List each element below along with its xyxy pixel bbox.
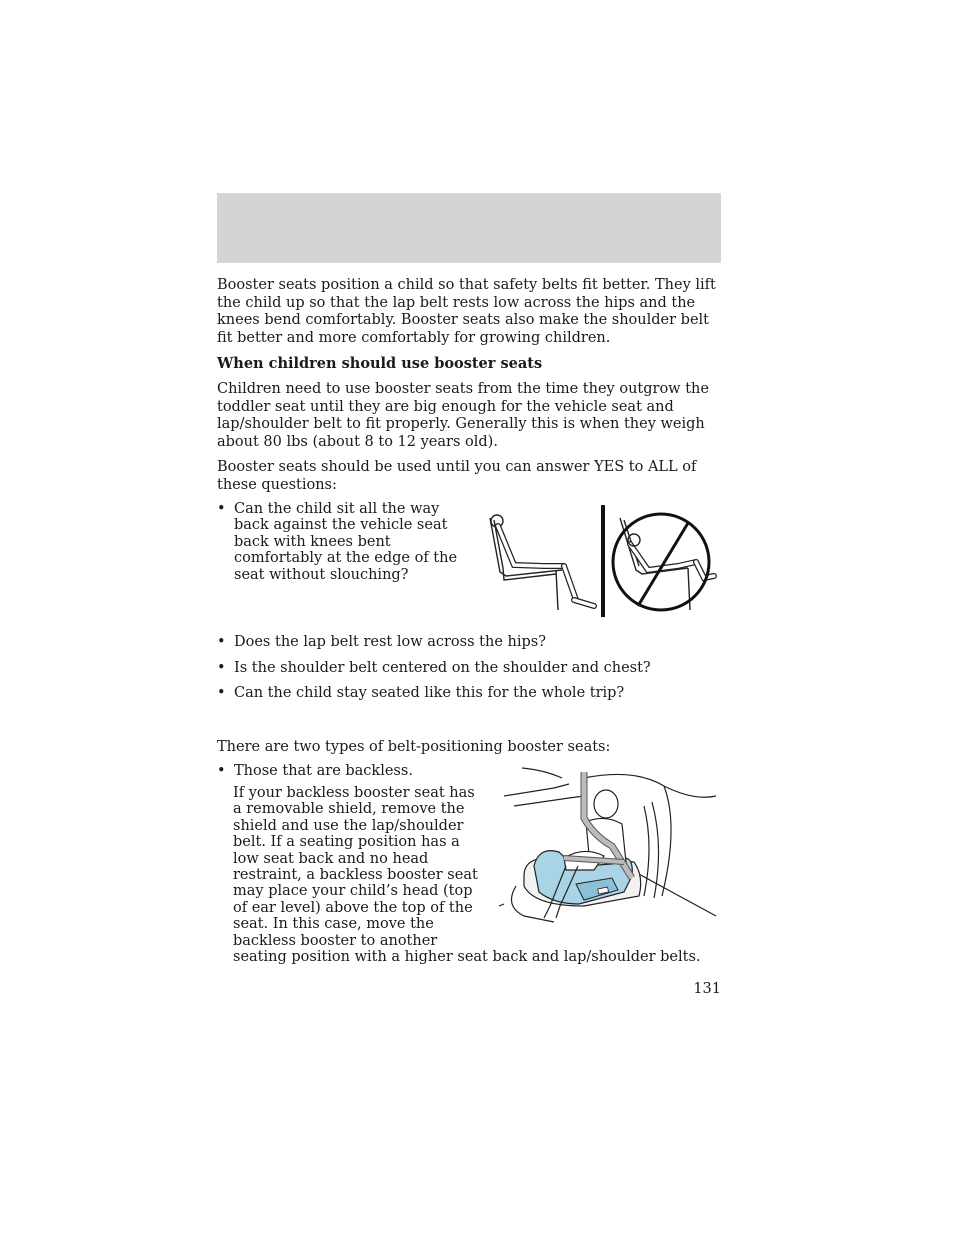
intro-paragraph: Booster seats position a child so that safety belts fit better. They lift the child up so that the lap belt rests low across the hips and the knees bend comfortably. Booster seats also make the shoulder belt fit better and more comfortably for growing children. [217, 277, 716, 346]
page-number: 131 [693, 981, 721, 997]
question-bullet-2 [217, 634, 721, 650]
question-bullet-1 [217, 501, 467, 583]
backless-explanation-tail: seating position with a higher seat back and lap/shoulder belts. [233, 949, 701, 965]
backless-explanation: If your backless booster seat has a removable shield, remove the shield and use the lap/shoulder belt. If a seating position has a low seat back and no head restraint, a backless booster seat may place your child’s head (top of ear level) above the top of the seat. In this case, move the backless booster to another [233, 785, 478, 949]
backless-booster-illustration [494, 766, 718, 924]
question-text: Can the child sit all the way back against the vehicle seat back with knees bent comfortably at the edge of the seat without slouching? [234, 501, 458, 583]
correct-seating-diagram [484, 510, 599, 615]
types-paragraph: There are two types of belt-positioning booster seats: [217, 739, 611, 755]
question-bullet-4 [217, 685, 721, 701]
question-text: Is the shoulder belt centered on the shoulder and chest? [234, 660, 651, 676]
section-heading: When children should use booster seats [217, 355, 543, 372]
section-header-bar [217, 193, 721, 263]
bullet-dot: • [217, 763, 226, 779]
bullet-dot: • [217, 660, 226, 676]
question-text: Does the lap belt rest low across the hips? [234, 634, 546, 650]
incorrect-seating-prohibited-diagram [608, 512, 718, 614]
until-paragraph: Booster seats should be used until you can answer YES to ALL of these questions: [217, 459, 697, 493]
bullet-dot: • [217, 501, 226, 517]
bullet-dot: • [217, 685, 226, 701]
when-paragraph: Children need to use booster seats from the time they outgrow the toddler seat until they are big enough for the vehicle seat and lap/shoulder belt to fit properly. Generally this is when they weigh about 80 lbs (about 8 to 12 years old). [217, 381, 709, 450]
question-bullet-3 [217, 660, 721, 676]
question-text: Can the child stay seated like this for the whole trip? [234, 685, 625, 701]
diagram-divider [600, 505, 608, 617]
bullet-dot: • [217, 634, 226, 650]
type-text: Those that are backless. [234, 763, 413, 779]
